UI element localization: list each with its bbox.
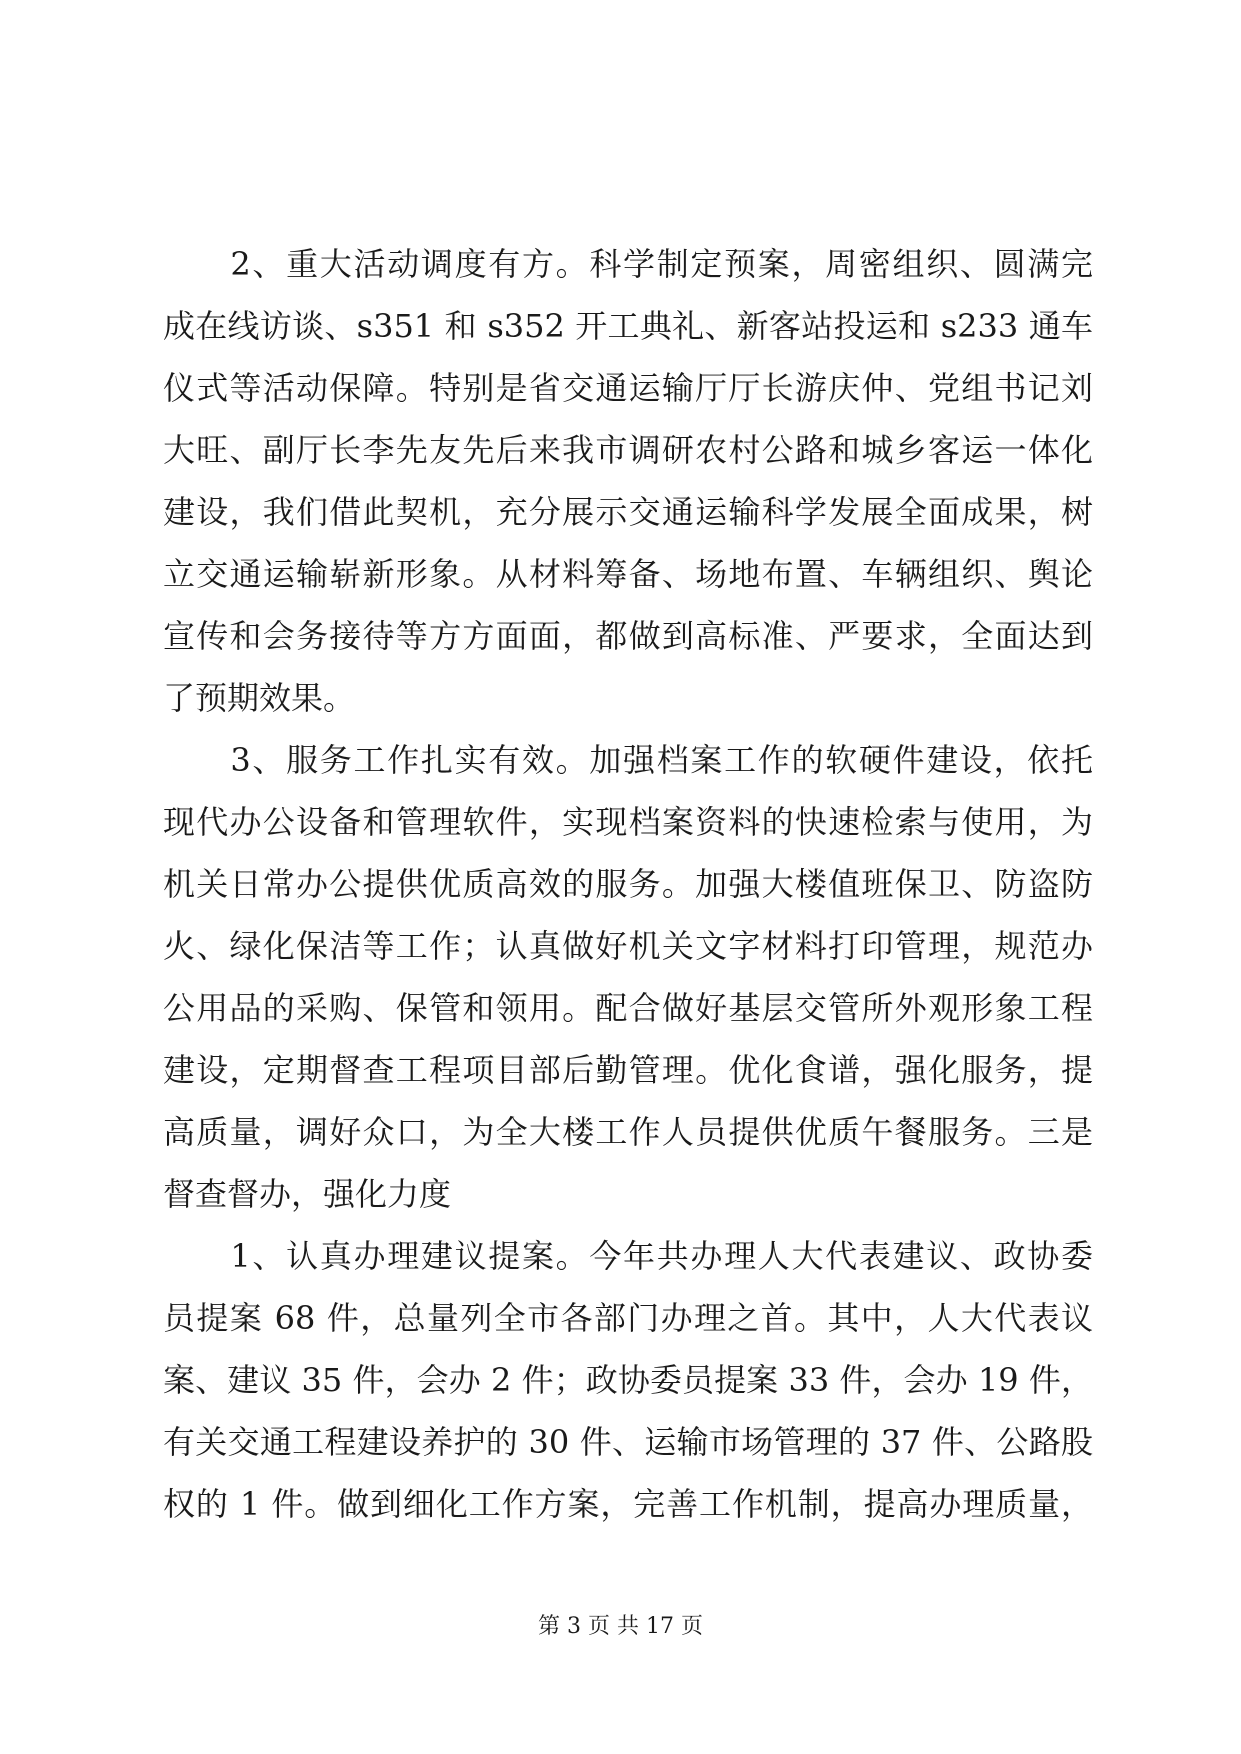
paragraph-3-line-2: 员提案 68 件，总量列全市各部门办理之首。其中，人大代表议 — [163, 1299, 1093, 1337]
page-footer — [0, 1612, 1241, 1642]
paragraph-1-line-7: 宣传和会务接待等方方面面，都做到高标准、严要求，全面达到 — [163, 617, 1093, 655]
paragraph-3-line-5: 权的 1 件。做到细化工作方案，完善工作机制，提高办理质量， — [163, 1485, 1093, 1523]
paragraph-1-line-6: 立交通运输崭新形象。从材料筹备、场地布置、车辆组织、舆论 — [163, 555, 1093, 593]
paragraph-3-line-3: 案、建议 35 件，会办 2 件；政协委员提案 33 件，会办 19 件， — [163, 1361, 1093, 1399]
paragraph-2-line-4: 火、绿化保洁等工作；认真做好机关文字材料打印管理，规范办 — [163, 927, 1093, 965]
paragraph-3-line-1: 1、认真办理建议提案。今年共办理人大代表建议、政协委 — [163, 1237, 1093, 1275]
paragraph-2-line-7: 高质量，调好众口，为全大楼工作人员提供优质午餐服务。三是 — [163, 1113, 1093, 1151]
paragraph-2-line-3: 机关日常办公提供优质高效的服务。加强大楼值班保卫、防盗防 — [163, 865, 1093, 903]
paragraph-1-line-2: 成在线访谈、s351 和 s352 开工典礼、新客站投运和 s233 通车 — [163, 307, 1093, 345]
page-number-label: 第 3 页 共 17 页 — [538, 1614, 703, 1639]
paragraph-3-line-4: 有关交通工程建设养护的 30 件、运输市场管理的 37 件、公路股 — [163, 1423, 1093, 1461]
paragraph-2-line-6: 建设，定期督查工程项目部后勤管理。优化食谱，强化服务，提 — [163, 1051, 1093, 1089]
paragraph-1-line-5: 建设，我们借此契机，充分展示交通运输科学发展全面成果，树 — [163, 493, 1093, 531]
paragraph-1-line-8: 了预期效果。 — [163, 679, 356, 717]
paragraph-1-line-4: 大旺、副厅长李先友先后来我市调研农村公路和城乡客运一体化 — [163, 431, 1093, 469]
body-text — [163, 233, 1093, 1535]
paragraph-2-line-8: 督查督办，强化力度 — [163, 1175, 452, 1213]
paragraph-1-line-1: 2、重大活动调度有方。科学制定预案，周密组织、圆满完 — [163, 245, 1093, 283]
paragraph-1-line-3: 仪式等活动保障。特别是省交通运输厅厅长游庆仲、党组书记刘 — [163, 369, 1093, 407]
paragraph-2-line-2: 现代办公设备和管理软件，实现档案资料的快速检索与使用，为 — [163, 803, 1093, 841]
paragraph-2-line-1: 3、服务工作扎实有效。加强档案工作的软硬件建设，依托 — [163, 741, 1093, 779]
paragraph-2-line-5: 公用品的采购、保管和领用。配合做好基层交管所外观形象工程 — [163, 989, 1093, 1027]
